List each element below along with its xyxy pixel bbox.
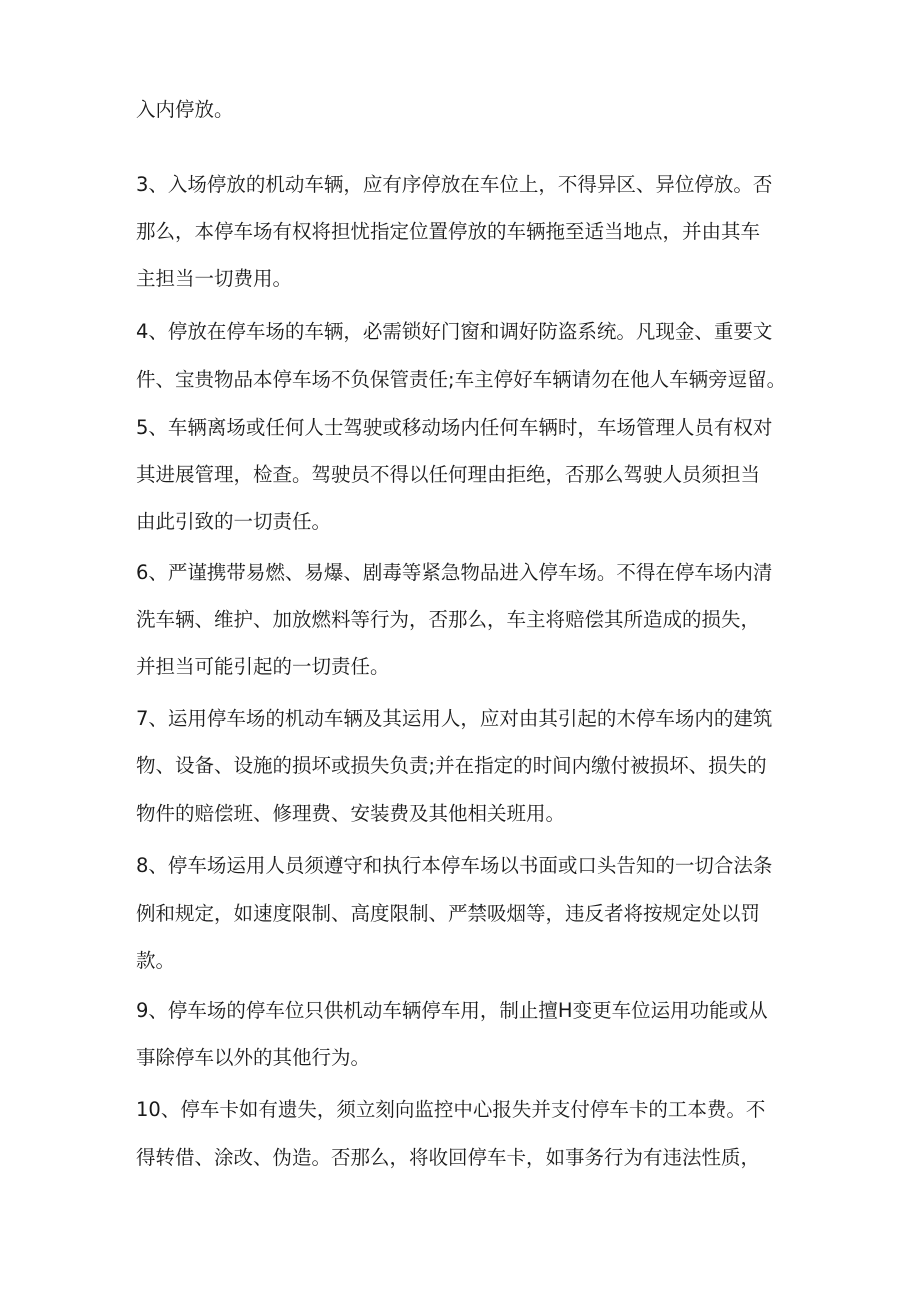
text-line: 7、运用停车场的机动车辆及其运用人，应对由其引起的木停车场内的建筑 <box>136 707 773 730</box>
text-line: 10、停车卡如有遗失，须立刻向监控中心报失并支付停车卡的工本费。不 <box>136 1098 766 1121</box>
text-line: 件、宝贵物品本停车场不负保管责任;车主停好车辆请勿在他人车辆旁逗留。 <box>136 368 787 391</box>
text-line: 9、停车场的停车位只供机动车辆停车用，制止擅H变更车位运用功能或从 <box>136 999 768 1022</box>
text-line: 并担当可能引起的一切责任。 <box>136 655 390 678</box>
text-line: 洗车辆、维护、加放燃料等行为，否那么，车主将赔偿其所造成的损失， <box>136 608 761 631</box>
text-line: 3、入场停放的机动车辆，应有序停放在车位上，不得异区、异位停放。否 <box>136 173 773 196</box>
text-line: 8、停车场运用人员须遵守和执行本停车场以书面或口头告知的一切合法条 <box>136 854 773 877</box>
text-line: 入内停放。 <box>136 98 234 121</box>
text-line: 事除停车以外的其他行为。 <box>136 1046 371 1069</box>
text-line: 物、设备、设施的损坏或损失负责;并在指定的时间内缴付被损坏、损失的 <box>136 754 767 777</box>
text-line: 主担当一切费用。 <box>136 267 293 290</box>
text-line: 其进展管理，检查。驾驶员不得以任何理由拒绝，否那么驾驶人员须担当 <box>136 463 761 486</box>
text-line: 款。 <box>136 949 176 972</box>
text-line: 得转借、涂改、伪造。否那么，将收回停车卡，如事务行为有违法性质， <box>136 1146 761 1169</box>
text-line: 6、严谨携带易燃、易爆、剧毒等紧急物品进入停车场。不得在停车场内清 <box>136 561 773 584</box>
text-line: 那么，本停车场有权将担忧指定位置停放的车辆拖至适当地点，并由其车 <box>136 220 761 243</box>
text-line: 由此引致的一切责任。 <box>136 510 332 533</box>
text-line: 4、停放在停车场的车辆，必需锁好门窗和调好防盗系统。凡现金、重要文 <box>136 320 773 343</box>
text-line: 例和规定，如速度限制、高度限制、严禁吸烟等，违反者将按规定处以罚 <box>136 902 761 925</box>
text-line: 物件的赔偿班、修理费、安装费及其他相关班用。 <box>136 802 566 825</box>
text-line: 5、车辆离场或任何人士驾驶或移动场内任何车辆时，车场管理人员有权对 <box>136 416 773 439</box>
